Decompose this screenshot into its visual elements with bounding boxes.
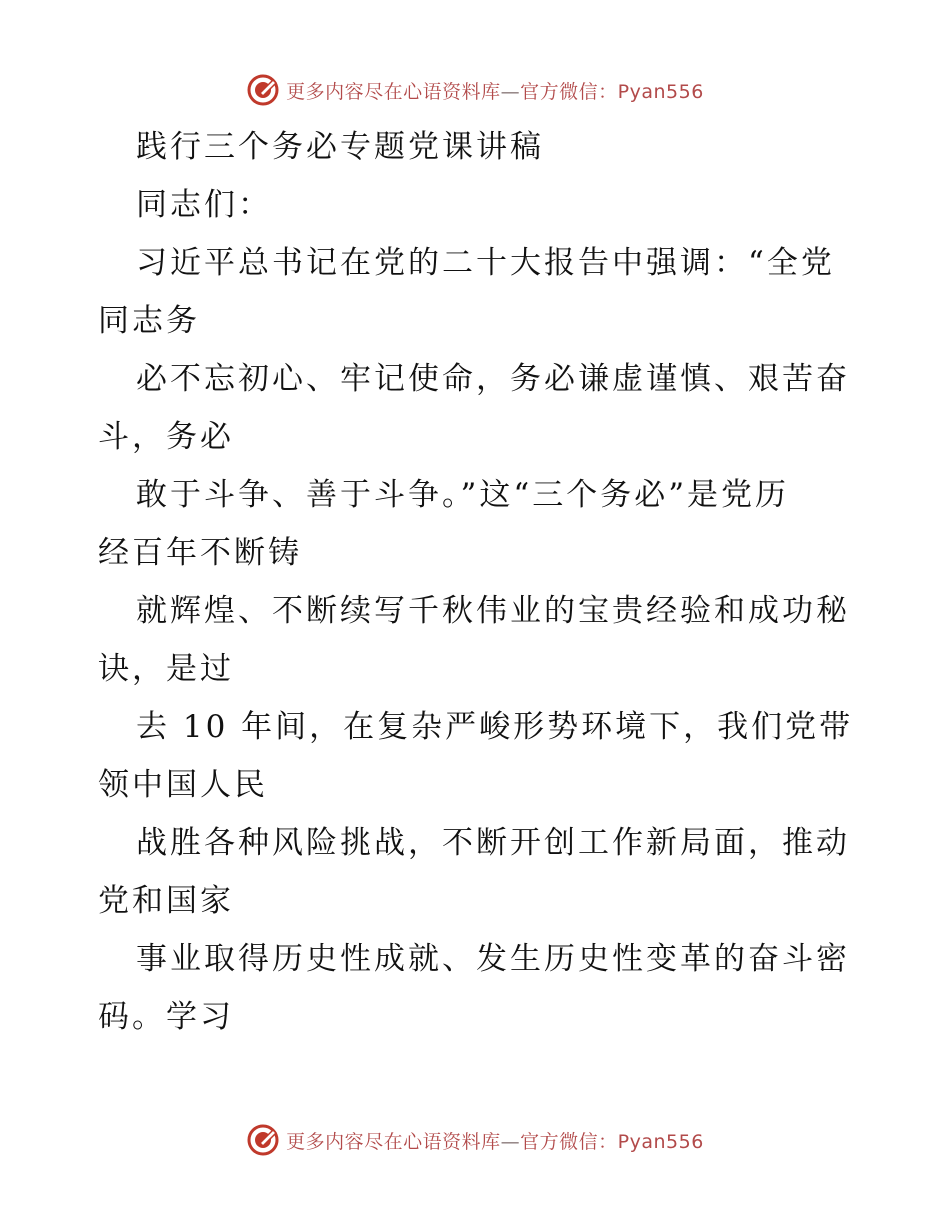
document-body: [98, 118, 858, 1046]
paragraph-line: 敢于斗争、善于斗争。”这“三个务必”是党历: [136, 477, 790, 513]
footer-banner: [0, 1120, 950, 1160]
paragraph-line: 党和国家: [98, 883, 234, 919]
header-banner: [0, 70, 950, 110]
banner-site-text: 更多内容尽在心语资料库—官方微信：Pyan556: [286, 80, 704, 103]
banner-site-text: 更多内容尽在心语资料库—官方微信：Pyan556: [286, 1130, 704, 1153]
paragraph-line: 就辉煌、不断续写千秋伟业的宝贵经验和成功秘: [136, 593, 850, 629]
paragraph-line: 必不忘初心、牢记使命，务必谦虚谨慎、艰苦奋: [136, 361, 850, 397]
paragraph-line: 同志务: [98, 303, 200, 339]
pen-logo-icon: [246, 73, 280, 107]
paragraph-line: 同志们：: [136, 187, 272, 223]
paragraph-line: 去 10 年间，在复杂严峻形势环境下，我们党带: [136, 709, 854, 745]
paragraph-line: 码。学习: [98, 999, 234, 1035]
paragraph-line: 经百年不断铸: [98, 535, 302, 571]
paragraph-line: 习近平总书记在党的二十大报告中强调：“全党: [136, 245, 835, 281]
document-title: 践行三个务必专题党课讲稿: [136, 129, 544, 165]
paragraph-line: 斗，务必: [98, 419, 234, 455]
paragraph-line: 领中国人民: [98, 767, 268, 803]
paragraph-line: 战胜各种风险挑战，不断开创工作新局面，推动: [136, 825, 850, 861]
paragraph-line: 事业取得历史性成就、发生历史性变革的奋斗密: [136, 941, 850, 977]
pen-logo-icon: [246, 1123, 280, 1157]
paragraph-line: 诀，是过: [98, 651, 234, 687]
